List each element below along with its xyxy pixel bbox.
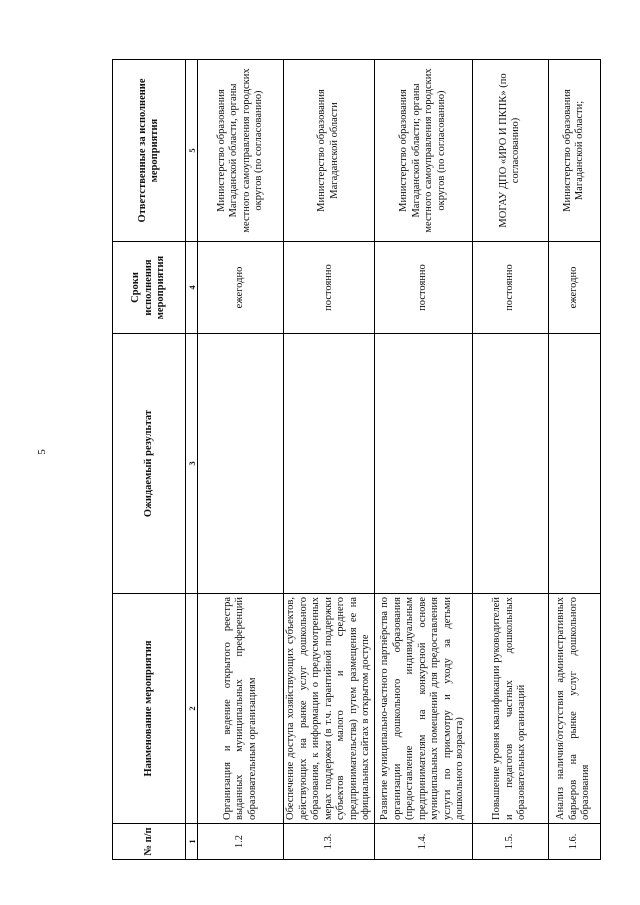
table-row bbox=[284, 60, 375, 860]
column-number: 4 bbox=[186, 242, 198, 334]
column-number: 5 bbox=[186, 60, 198, 242]
measure-name: Анализ наличия/отсутствия административных барьеров на рынке услуг дошкольного образования bbox=[548, 594, 600, 824]
header-responsible: Ответственные за исполнение мероприятия bbox=[113, 60, 186, 242]
expected-result bbox=[548, 334, 600, 594]
measure-name: Обеспечение доступа хозяйствующих субъектов, действующих на рынке услуг дошкольного образования, к информации о предусмотренных мерах поддержки (в т.ч. гарантийной поддержки субъектов малого и среднего предпринимательства) путем размещения ее на официальных сайтах в открытом доступе bbox=[284, 594, 375, 824]
measure-name: Развитие муниципально-частного партнёрства по организации дошкольного образования (предоставление индивидуальным предпринимателям на конкурсной основе муниципальных помещений для предоставления услуги по присмотру и уходу за детьми дошкольного возраста) bbox=[374, 594, 472, 824]
measure-responsible: Министерство образования Магаданской области bbox=[284, 60, 375, 242]
measure-name: Организация и ведение открытого реестра выданных муниципальных преференций образовательным организациям bbox=[198, 594, 284, 824]
header-name: Наименование мероприятия bbox=[113, 594, 186, 824]
table-header-row bbox=[113, 60, 186, 860]
measure-term: ежегодно bbox=[548, 242, 600, 334]
column-number: 2 bbox=[186, 594, 198, 824]
expected-result bbox=[198, 334, 284, 594]
row-number: 1.5. bbox=[472, 824, 548, 860]
table-row bbox=[548, 60, 600, 860]
header-term: Сроки исполнения мероприятия bbox=[113, 242, 186, 334]
header-number: № п/п bbox=[113, 824, 186, 860]
measure-name: Повышение уровня квалификации руководителей и педагогов частных дошкольных образовательных организаций bbox=[472, 594, 548, 824]
column-number-row bbox=[186, 60, 198, 860]
measure-term: постоянно bbox=[472, 242, 548, 334]
expected-result bbox=[472, 334, 548, 594]
column-number: 1 bbox=[186, 824, 198, 860]
table-row bbox=[374, 60, 472, 860]
measure-term: постоянно bbox=[284, 242, 375, 334]
measure-responsible: Министерство образования Магаданской области; bbox=[548, 60, 600, 242]
table-row bbox=[198, 60, 284, 860]
measure-responsible: МОГАУ ДПО «ИРО И ПКПК» (по согласованию) bbox=[472, 60, 548, 242]
expected-result bbox=[374, 334, 472, 594]
table-row bbox=[472, 60, 548, 860]
row-number: 1.4. bbox=[374, 824, 472, 860]
measure-term: постоянно bbox=[374, 242, 472, 334]
expected-result bbox=[284, 334, 375, 594]
rotated-table-container bbox=[112, 60, 596, 860]
row-number: 1.2 bbox=[198, 824, 284, 860]
measure-responsible: Министерство образования Магаданской области, органы местного самоуправления городских округов (по согласованию) bbox=[198, 60, 284, 242]
page-number: 5 bbox=[36, 449, 48, 455]
measure-term: ежегодно bbox=[198, 242, 284, 334]
row-number: 1.6. bbox=[548, 824, 600, 860]
measure-responsible: Министерство образования Магаданской области; органы местного самоуправления городских округов (по согласованию) bbox=[374, 60, 472, 242]
header-result: Ожидаемый результат bbox=[113, 334, 186, 594]
measures-table bbox=[112, 59, 601, 860]
row-number: 1.3. bbox=[284, 824, 375, 860]
column-number: 3 bbox=[186, 334, 198, 594]
